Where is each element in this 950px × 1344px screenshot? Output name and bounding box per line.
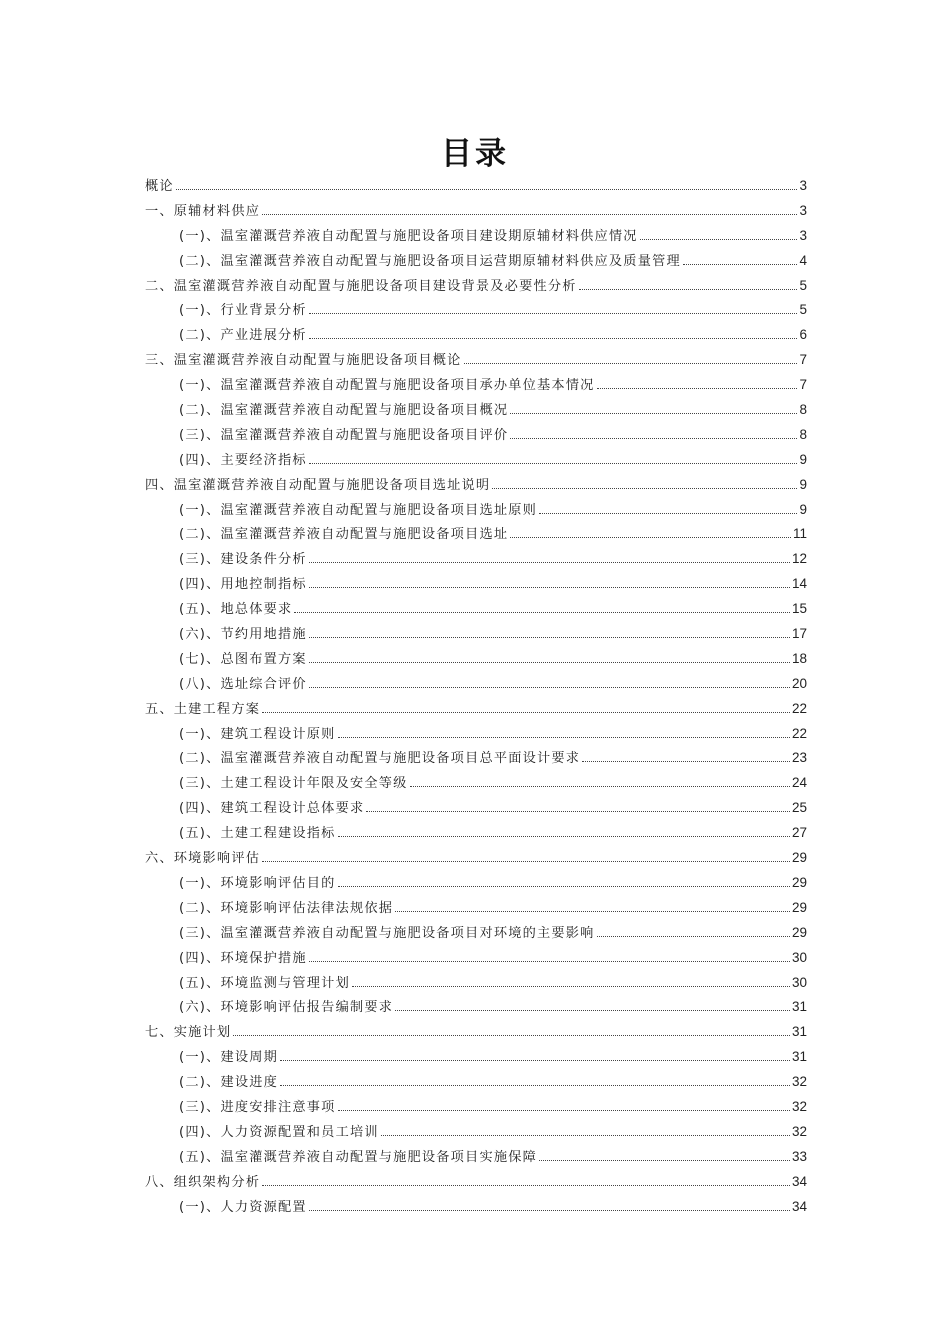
toc-entry-page: 24 [791,775,807,791]
toc-entry[interactable] [145,747,807,772]
toc-entry-page: 32 [791,1123,807,1139]
toc-entry-page: 20 [791,675,807,691]
toc-entry[interactable] [145,299,807,324]
toc-entry[interactable] [145,175,807,200]
toc-entry-label: (一)、温室灌溉营养液自动配置与施肥设备项目承办单位基本情况 [179,378,595,394]
toc-entry[interactable] [145,1146,807,1171]
toc-entry-label: (二)、温室灌溉营养液自动配置与施肥设备项目总平面设计要求 [179,751,581,767]
toc-entry-label: 六、环境影响评估 [145,851,261,867]
dot-leader [597,388,798,389]
toc-entry-label: (一)、温室灌溉营养液自动配置与施肥设备项目选址原则 [179,502,537,518]
toc-entry[interactable] [145,996,807,1021]
toc-entry-label: (三)、进度安排注意事项 [179,1099,336,1115]
toc-entry[interactable] [145,1196,807,1221]
dot-leader [395,1010,790,1011]
toc-entry[interactable] [145,200,807,225]
toc-entry[interactable] [145,1171,807,1196]
dot-leader [579,289,798,290]
dot-leader [640,239,798,240]
dot-leader [338,886,790,887]
toc-entry-page: 31 [791,1049,807,1065]
dot-leader [338,737,790,738]
dot-leader [309,463,798,464]
toc-entry[interactable] [145,1071,807,1096]
toc-entry-label: (一)、行业背景分析 [179,303,307,319]
toc-entry-label: (五)、地总体要求 [179,602,293,618]
dot-leader [262,712,790,713]
toc-title: 目录 [441,136,509,172]
toc-entry[interactable] [145,573,807,598]
dot-leader [309,587,790,588]
toc-entry-label: (五)、温室灌溉营养液自动配置与施肥设备项目实施保障 [179,1149,537,1165]
toc-entry-label: (二)、产业进展分析 [179,328,307,344]
toc-entry-page: 9 [799,476,807,492]
toc-entry[interactable] [145,424,807,449]
toc-entry-page: 14 [791,576,807,592]
toc-entry-page: 9 [799,501,807,517]
dot-leader [510,537,791,538]
dot-leader [262,1185,790,1186]
toc-entry[interactable] [145,449,807,474]
toc-entry-label: (三)、温室灌溉营养液自动配置与施肥设备项目对环境的主要影响 [179,925,595,941]
toc-entry[interactable] [145,623,807,648]
toc-entry[interactable] [145,598,807,623]
toc-entry-label: (一)、温室灌溉营养液自动配置与施肥设备项目建设期原辅材料供应情况 [179,228,638,244]
toc-entry[interactable] [145,324,807,349]
toc-entry[interactable] [145,847,807,872]
toc-entry-label: (八)、选址综合评价 [179,676,307,692]
toc-entry-label: 概论 [145,179,174,194]
toc-entry-label: (一)、建筑工程设计原则 [179,726,336,742]
dot-leader [309,562,790,563]
toc-entry-label: 二、温室灌溉营养液自动配置与施肥设备项目建设背景及必要性分析 [145,278,577,294]
toc-entry[interactable] [145,250,807,275]
toc-entry-label: (四)、人力资源配置和员工培训 [179,1124,379,1140]
toc-entry[interactable] [145,474,807,499]
toc-entry[interactable] [145,1021,807,1046]
dot-leader [176,189,798,190]
dot-leader [492,488,797,489]
toc-entry-label: (二)、温室灌溉营养液自动配置与施肥设备项目概况 [179,403,509,419]
toc-entry[interactable] [145,399,807,424]
dot-leader [410,786,790,787]
dot-leader [294,612,790,613]
dot-leader [510,413,797,414]
toc-entry-page: 25 [791,800,807,816]
toc-entry[interactable] [145,1121,807,1146]
toc-entry-label: (六)、节约用地措施 [179,627,307,643]
dot-leader [338,1110,790,1111]
toc-entry[interactable] [145,922,807,947]
toc-entry-label: 八、组织架构分析 [145,1174,261,1190]
toc-entry-label: (六)、环境影响评估报告编制要求 [179,1000,394,1016]
toc-entry-page: 32 [791,1098,807,1114]
toc-entry-page: 22 [791,700,807,716]
dot-leader [539,513,797,514]
toc-entry[interactable] [145,673,807,698]
toc-entry-label: (二)、温室灌溉营养液自动配置与施肥设备项目运营期原辅材料供应及质量管理 [179,253,681,269]
table-of-contents [145,175,807,1220]
toc-entry-label: (二)、建设进度 [179,1075,279,1091]
toc-entry[interactable] [145,723,807,748]
toc-entry-page: 3 [799,227,807,243]
toc-entry-label: (三)、温室灌溉营养液自动配置与施肥设备项目评价 [179,427,509,443]
toc-entry-label: 三、温室灌溉营养液自动配置与施肥设备项目概论 [145,353,462,369]
dot-leader [395,911,790,912]
toc-entry[interactable] [145,947,807,972]
toc-entry-page: 29 [791,924,807,940]
toc-entry-page: 5 [799,302,807,318]
toc-entry-label: (四)、建筑工程设计总体要求 [179,801,365,817]
toc-entry-page: 3 [799,202,807,218]
toc-entry-label: (三)、土建工程设计年限及安全等级 [179,776,408,792]
toc-entry-label: (二)、温室灌溉营养液自动配置与施肥设备项目选址 [179,527,509,543]
dot-leader [309,637,790,638]
toc-entry-label: (一)、建设周期 [179,1050,279,1066]
dot-leader [262,861,790,862]
dot-leader [309,313,798,314]
toc-entry-page: 33 [791,1148,807,1164]
toc-entry[interactable] [145,1046,807,1071]
dot-leader [309,687,790,688]
toc-entry-page: 3 [799,178,807,193]
dot-leader [510,438,797,439]
dot-leader [309,662,790,663]
toc-entry[interactable] [145,548,807,573]
toc-entry-label: 四、温室灌溉营养液自动配置与施肥设备项目选址说明 [145,477,491,493]
toc-entry[interactable] [145,698,807,723]
toc-entry[interactable] [145,499,807,524]
toc-entry[interactable] [145,648,807,673]
toc-entry-label: (七)、总图布置方案 [179,651,307,667]
toc-entry-page: 9 [799,451,807,467]
toc-entry-page: 15 [791,601,807,617]
toc-entry-page: 6 [799,327,807,343]
toc-entry-page: 12 [791,551,807,567]
toc-entry-page: 7 [799,352,807,368]
dot-leader [309,338,798,339]
toc-entry[interactable] [145,374,807,399]
toc-entry-page: 23 [791,750,807,766]
toc-entry-page: 7 [799,377,807,393]
toc-entry-label: (四)、环境保护措施 [179,950,307,966]
dot-leader [366,811,790,812]
toc-entry-page: 8 [799,426,807,442]
toc-entry-label: (二)、环境影响评估法律法规依据 [179,900,394,916]
toc-entry-label: (四)、用地控制指标 [179,577,307,593]
dot-leader [309,961,790,962]
dot-leader [309,1210,790,1211]
toc-entry-page: 17 [791,626,807,642]
dot-leader [352,986,790,987]
toc-entry[interactable] [145,772,807,797]
toc-entry-page: 34 [791,1198,807,1214]
toc-entry-label: 五、土建工程方案 [145,701,261,717]
dot-leader [582,761,790,762]
toc-entry-label: (四)、主要经济指标 [179,452,307,468]
toc-entry[interactable] [145,275,807,300]
toc-entry-page: 8 [799,402,807,418]
toc-entry[interactable] [145,523,807,548]
toc-entry[interactable] [145,225,807,250]
dot-leader [233,1035,790,1036]
dot-leader [597,936,790,937]
toc-entry-page: 4 [799,252,807,268]
dot-leader [338,836,790,837]
toc-entry-label: (三)、建设条件分析 [179,552,307,568]
dot-leader [539,1160,790,1161]
toc-entry-page: 31 [791,999,807,1015]
dot-leader [464,363,798,364]
toc-entry-label: (一)、人力资源配置 [179,1199,307,1215]
toc-entry-page: 22 [791,725,807,741]
toc-entry[interactable] [145,872,807,897]
toc-entry-label: 七、实施计划 [145,1025,232,1041]
toc-entry-page: 34 [791,1173,807,1189]
toc-entry-page: 32 [791,1074,807,1090]
dot-leader [381,1135,790,1136]
toc-entry-page: 29 [791,899,807,915]
toc-entry-page: 11 [792,526,807,542]
toc-entry[interactable] [145,797,807,822]
toc-entry-page: 27 [791,825,807,841]
toc-entry[interactable] [145,1096,807,1121]
toc-entry-page: 18 [791,650,807,666]
toc-entry-page: 29 [791,874,807,890]
toc-entry-page: 31 [791,1024,807,1040]
toc-entry[interactable] [145,822,807,847]
toc-entry-page: 29 [791,850,807,866]
dot-leader [280,1060,790,1061]
toc-entry[interactable] [145,897,807,922]
dot-leader [280,1085,790,1086]
toc-entry-page: 30 [791,949,807,965]
dot-leader [262,214,797,215]
toc-entry-label: (五)、土建工程建设指标 [179,826,336,842]
toc-entry-label: (五)、环境监测与管理计划 [179,975,350,991]
toc-entry-label: (一)、环境影响评估目的 [179,875,336,891]
toc-entry-label: 一、原辅材料供应 [145,203,261,219]
dot-leader [683,264,798,265]
toc-entry-page: 30 [791,974,807,990]
toc-entry[interactable] [145,349,807,374]
toc-entry-page: 5 [799,277,807,293]
toc-entry[interactable] [145,972,807,997]
